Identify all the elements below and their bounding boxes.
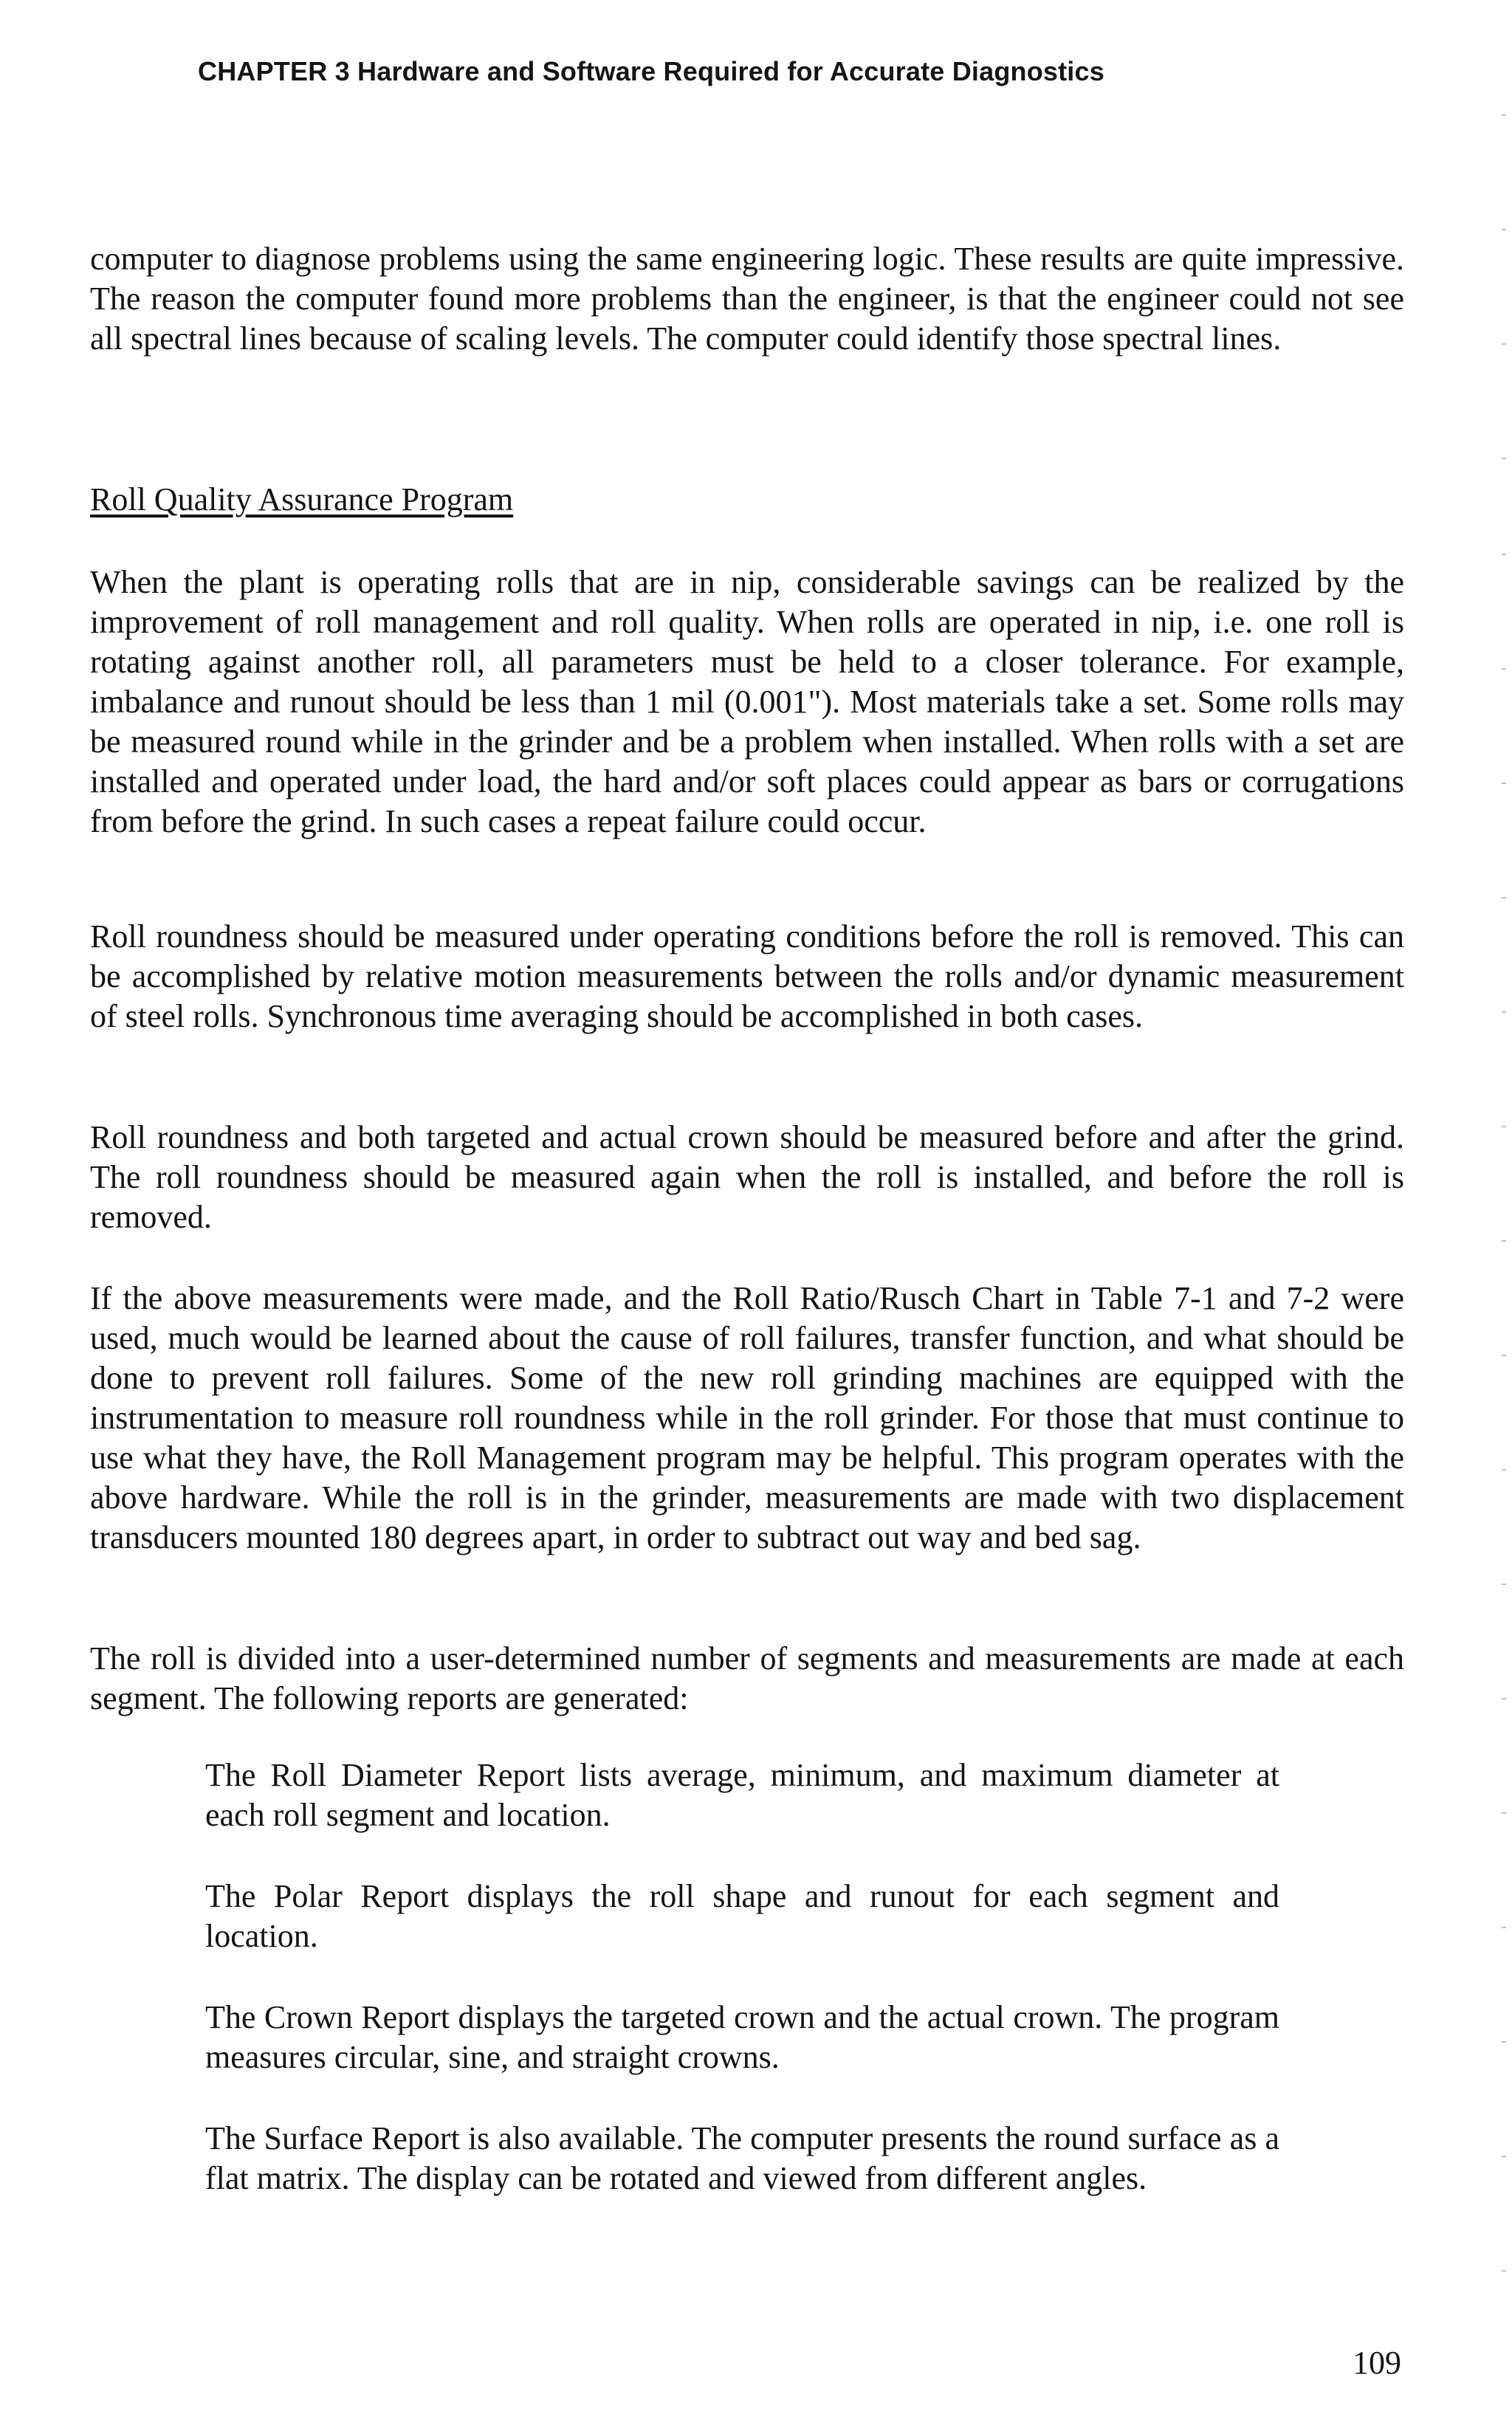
report-surface: The Surface Report is also available. The computer presents the round surface as a flat matrix. The display can be rotated and viewed from different angles. xyxy=(205,2120,1279,2196)
margin-tick xyxy=(1502,114,1506,116)
paragraph-segments: The roll is divided into a user-determined number of segments and measurements are made at each segment. The following reports are generated: xyxy=(90,1640,1404,1716)
margin-tick xyxy=(1502,343,1506,345)
intro-paragraph: computer to diagnose problems using the same engineering logic. These results are quite impressive. The reason the computer found more problems than the engineer, is that the engineer could not see all spectral lines because of scaling levels. The computer could identify those spectral lines. xyxy=(90,241,1404,357)
margin-tick xyxy=(1502,1126,1506,1127)
margin-tick xyxy=(1502,554,1506,555)
margin-tick xyxy=(1502,1584,1506,1585)
margin-tick xyxy=(1502,783,1506,784)
paragraph-roll-management: If the above measurements were made, and the Roll Ratio/Rusch Chart in Table 7-1 and 7-2 were used, much would be learned about the cause of roll failures, transfer function, and what should be done to prevent roll failures. Some of the new roll grinding machines are equipped with the instrumentation to measure roll roundness while in the roll grinder. For those that must continue to use what they have, the Roll Management program may be helpful. This program operates with the above hardware. While the roll is in the grinder, measurements are made with two displacement transducers mounted 180 degrees apart, in order to subtract out way and bed sag. xyxy=(90,1280,1404,1555)
margin-tick xyxy=(1502,1469,1506,1471)
margin-tick xyxy=(1502,2041,1506,2043)
section-heading: Roll Quality Assurance Program xyxy=(90,481,514,518)
margin-tick xyxy=(1502,897,1506,898)
report-polar: The Polar Report displays the roll shape and runout for each segment and location. xyxy=(205,1878,1279,1954)
margin-tick xyxy=(1502,2156,1506,2157)
margin-tick xyxy=(1502,229,1506,230)
margin-tick-marks xyxy=(1490,0,1512,2431)
paragraph-crown-measurement: Roll roundness and both targeted and actual crown should be measured before and after the grind. The roll roundness should be measured again when the roll is installed, and before the roll is removed. xyxy=(90,1119,1404,1235)
margin-tick xyxy=(1502,1927,1506,1928)
margin-tick xyxy=(1502,1812,1506,1814)
running-header: CHAPTER 3 Hardware and Software Required for Accurate Diagnostics xyxy=(198,56,1104,86)
margin-tick xyxy=(1502,1698,1506,1699)
margin-tick xyxy=(1502,458,1506,459)
margin-tick xyxy=(1502,2270,1506,2272)
margin-tick xyxy=(1502,1355,1506,1356)
page-number: 109 xyxy=(1353,2345,1401,2381)
paragraph-nip-rolls: When the plant is operating rolls that are in nip, considerable savings can be realized by the improvement of roll management and roll quality. When rolls are operated in nip, i.e. one roll is rotating against another roll, all parameters must be held to a closer tolerance. For example, imbalance and runout should be less than 1 mil (0.001"). Most materials take a set. Some rolls may be measured round while in the grinder and be a problem when installed. When rolls with a set are installed and operated under load, the hard and/or soft places could appear as bars or corrugations from before the grind. In such cases a repeat failure could occur. xyxy=(90,564,1404,839)
margin-tick xyxy=(1502,668,1506,670)
margin-tick xyxy=(1502,1011,1506,1013)
report-roll-diameter: The Roll Diameter Report lists average, minimum, and maximum diameter at each roll segment and location. xyxy=(205,1757,1279,1833)
report-crown: The Crown Report displays the targeted crown and the actual crown. The program measures circular, sine, and straight crowns. xyxy=(205,1999,1279,2075)
paragraph-roundness-operating: Roll roundness should be measured under operating conditions before the roll is removed. This can be accomplished by relative motion measurements between the rolls and/or dynamic measurement of steel rolls. Synchronous time averaging should be accomplished in both cases. xyxy=(90,918,1404,1034)
margin-tick xyxy=(1502,1240,1506,1242)
